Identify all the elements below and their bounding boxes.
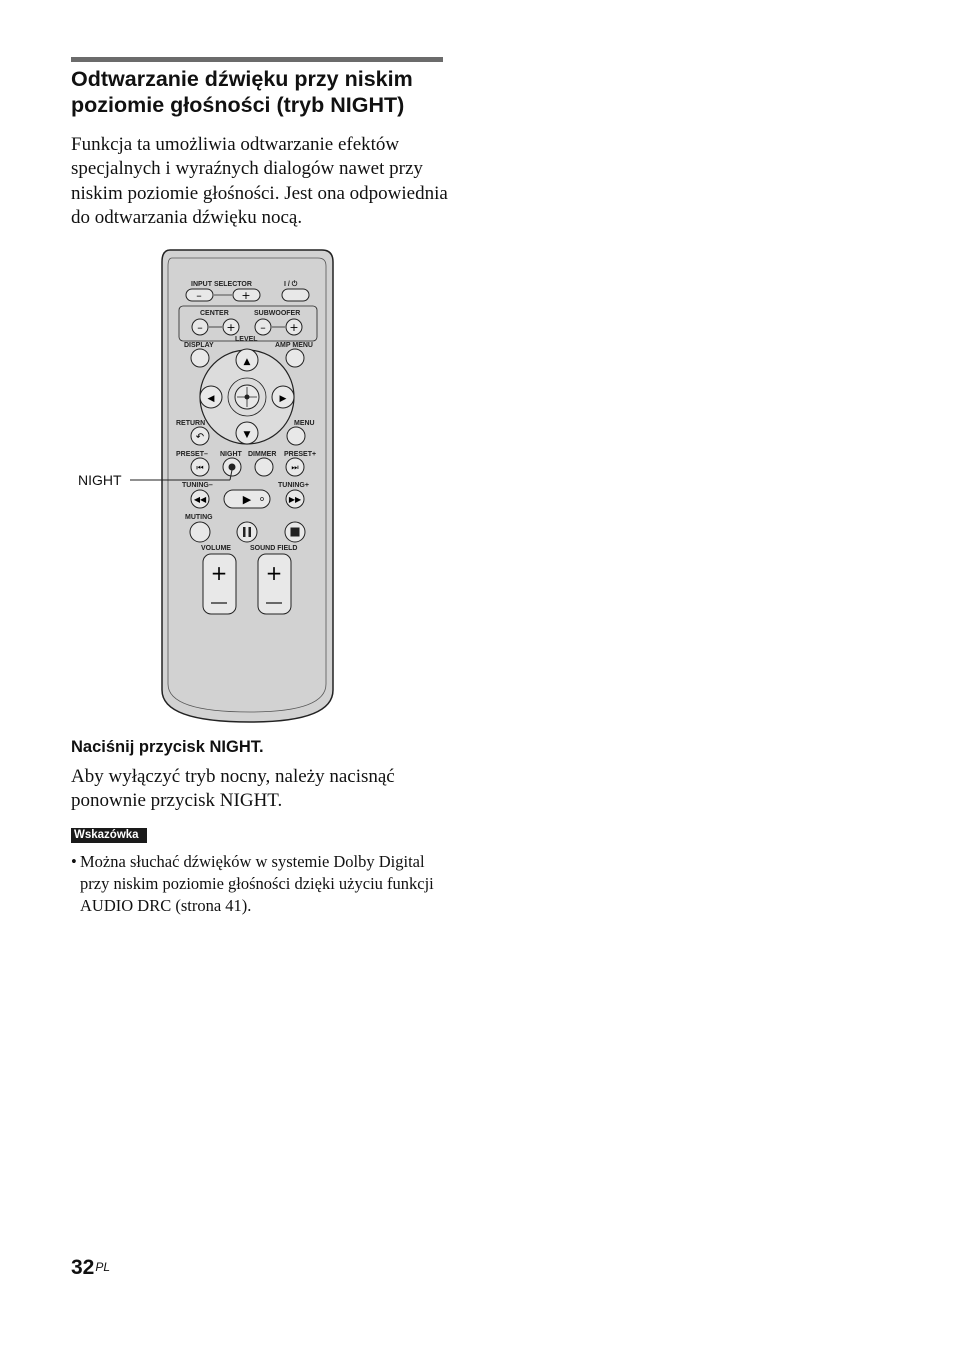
skip-forward-icon: ⏭ — [291, 463, 299, 472]
section-heading: Odtwarzanie dźwięku przy niskim poziomie głośności (tryb NIGHT) — [71, 67, 413, 117]
label-preset-plus: PRESET+ — [284, 451, 317, 458]
svg-text:–: – — [197, 321, 203, 334]
return-icon: ↶ — [195, 432, 205, 443]
play-icon: ▶ — [242, 493, 252, 506]
display-button — [191, 349, 209, 367]
pause-button — [237, 522, 257, 542]
svg-text:+: + — [241, 289, 251, 302]
label-amp-menu: AMP MENU — [275, 342, 313, 349]
remote-control-illustration — [60, 240, 350, 730]
skip-back-icon: ⏮ — [196, 463, 204, 472]
label-volume: VOLUME — [201, 545, 231, 552]
tip-item — [71, 851, 451, 917]
fast-forward-icon: ▶▶ — [288, 495, 302, 504]
label-tuning-minus: TUNING– — [182, 482, 213, 489]
label-input-selector: INPUT SELECTOR — [191, 281, 252, 288]
svg-text:+: + — [226, 321, 236, 334]
page-number-value: 32 — [71, 1256, 95, 1279]
step-title: Naciśnij przycisk NIGHT. — [71, 738, 264, 756]
page-number-suffix: PL — [95, 1260, 111, 1274]
label-preset-minus: PRESET– — [176, 451, 208, 458]
svg-text:+: + — [265, 561, 283, 585]
tip-bullet: • — [71, 852, 77, 871]
tip-badge: Wskazówka — [71, 828, 147, 843]
label-menu: MENU — [294, 420, 315, 427]
power-button — [282, 289, 309, 301]
intro-paragraph: Funkcja ta umożliwia odtwarzanie efektów specjalnych i wyraźnych dialogów nawet przy niskim poziomie głośności. Jest ona odpowiednia do odtwarzania dźwięku nocą. — [71, 134, 448, 229]
dimmer-button — [255, 458, 273, 476]
label-dimmer: DIMMER — [248, 451, 277, 458]
label-center: CENTER — [200, 310, 229, 317]
section-rule — [71, 57, 443, 62]
step-body: Aby wyłączyć tryb nocny, należy nacisnąć ponownie przycisk NIGHT. — [71, 766, 395, 812]
label-muting: MUTING — [185, 514, 213, 521]
svg-text:◀: ◀ — [207, 394, 215, 404]
label-night: NIGHT — [220, 451, 242, 458]
pause-icon — [243, 527, 246, 537]
night-callout-label: NIGHT — [78, 472, 122, 488]
svg-text:+: + — [210, 561, 228, 585]
stop-icon — [291, 528, 300, 537]
page-number — [71, 1256, 110, 1280]
label-tuning-plus: TUNING+ — [278, 482, 309, 489]
label-subwoofer: SUBWOOFER — [254, 310, 301, 317]
label-level: LEVEL — [235, 336, 258, 343]
svg-text:▼: ▼ — [243, 430, 251, 440]
svg-text:–: – — [196, 289, 202, 302]
svg-text:+: + — [289, 321, 299, 334]
menu-button — [287, 427, 305, 445]
tip-text: Można słuchać dźwięków w systemie Dolby Digital przy niskim poziomie głośności dzięki użyciu funkcji AUDIO DRC (strona 41). — [80, 852, 434, 915]
svg-text:▲: ▲ — [243, 357, 251, 367]
amp-menu-button — [286, 349, 304, 367]
label-power: I / ⏻ — [284, 281, 298, 288]
label-return: RETURN — [176, 420, 206, 427]
label-sound-field: SOUND FIELD — [250, 545, 298, 552]
rewind-icon: ◀◀ — [193, 495, 207, 504]
muting-button — [190, 522, 210, 542]
label-display: DISPLAY — [184, 342, 214, 349]
svg-text:–: – — [260, 321, 266, 334]
svg-text:▶: ▶ — [279, 394, 287, 404]
